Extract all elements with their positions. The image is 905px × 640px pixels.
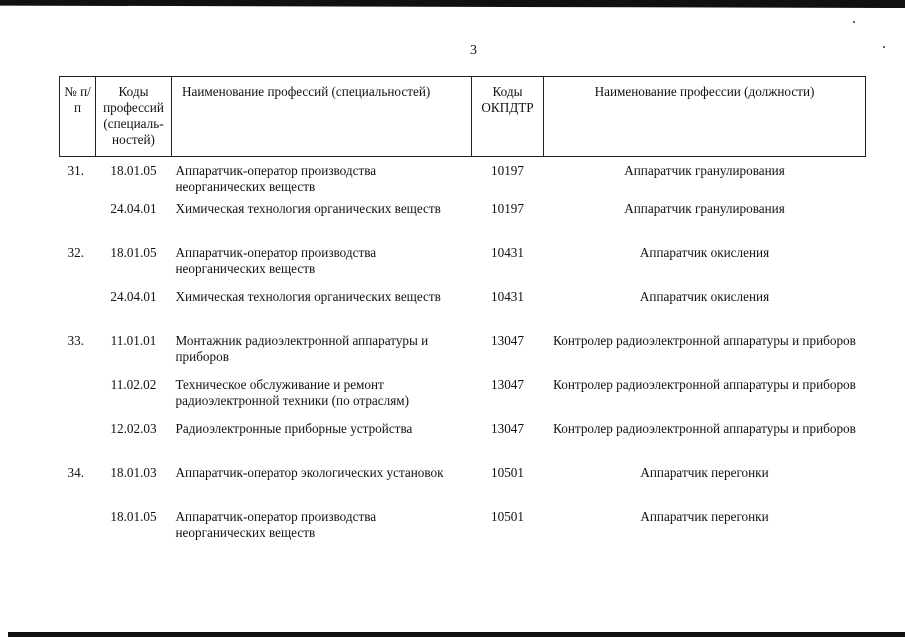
row-okpdtr: 10197: [491, 163, 524, 178]
row-position: Контролер радиоэлектронной аппаратуры и приборов: [553, 333, 856, 348]
table-row: [60, 289, 866, 333]
row-code: 24.04.01: [110, 289, 157, 304]
row-okpdtr: 13047: [491, 421, 524, 436]
row-position: Контролер радиоэлектронной аппаратуры и приборов: [553, 377, 856, 392]
row-code: 24.04.01: [110, 201, 157, 216]
table-row: [60, 201, 866, 245]
table-row: [60, 377, 866, 421]
scan-speck: [883, 46, 885, 48]
row-position: Аппаратчик перегонки: [640, 465, 769, 480]
row-okpdtr: 10501: [491, 509, 524, 524]
row-code: 18.01.03: [110, 465, 157, 480]
row-okpdtr: 13047: [491, 333, 524, 348]
table-row: [60, 157, 866, 202]
row-code: 18.01.05: [110, 163, 157, 178]
row-num: 34.: [67, 465, 84, 480]
row-okpdtr: 10431: [491, 245, 524, 260]
row-okpdtr: 10501: [491, 465, 524, 480]
row-num: [60, 289, 96, 333]
header-position: Наименование профессии (должности): [544, 77, 866, 157]
header-codes: Коды профессий (специаль-ностей): [96, 77, 172, 157]
row-okpdtr: 10431: [491, 289, 524, 304]
row-num: [60, 421, 96, 465]
row-code: 11.01.01: [110, 333, 157, 348]
row-num: 31.: [67, 163, 84, 178]
row-num: [60, 377, 96, 421]
row-position: Аппаратчик гранулирования: [624, 201, 785, 216]
row-num: [60, 509, 96, 553]
table-header: [60, 77, 866, 157]
page-number: 3: [470, 43, 477, 58]
scan-edge-bottom: [8, 632, 905, 637]
table-row: [60, 333, 866, 377]
row-name: Аппаратчик-оператор экологических установок: [175, 465, 444, 480]
table-row: [60, 421, 866, 465]
header-okpdtr: Коды ОКПДТР: [472, 77, 544, 157]
row-position: Контролер радиоэлектронной аппаратуры и приборов: [553, 421, 856, 436]
row-code: 12.02.03: [110, 421, 157, 436]
table-row: [60, 509, 866, 553]
row-code: 18.01.05: [110, 509, 157, 524]
row-position: Аппаратчик гранулирования: [624, 163, 785, 178]
row-code: 11.02.02: [110, 377, 157, 392]
row-name: Аппаратчик-оператор производства неорганических веществ: [175, 509, 377, 540]
professions-table: [59, 76, 866, 553]
row-num: 33.: [67, 333, 84, 348]
header-num: № п/п: [60, 77, 96, 157]
row-name: Химическая технология органических веществ: [175, 201, 441, 216]
row-num: [60, 201, 96, 245]
table-row: [60, 465, 866, 509]
header-name: Наименование профессий (специальностей): [172, 77, 472, 157]
row-position: Аппаратчик окисления: [639, 245, 770, 260]
row-okpdtr: 10197: [491, 201, 524, 216]
row-name: Техническое обслуживание и ремонт радиоэлектронной техники (по отраслям): [175, 377, 410, 408]
row-okpdtr: 13047: [491, 377, 524, 392]
row-name: Радиоэлектронные приборные устройства: [175, 421, 413, 436]
row-num: 32.: [67, 245, 84, 260]
row-code: 18.01.05: [110, 245, 157, 260]
scan-speck: [853, 21, 855, 23]
row-name: Аппаратчик-оператор производства неорганических веществ: [175, 245, 377, 276]
table-body: [60, 157, 866, 554]
table-row: [60, 245, 866, 289]
scan-edge-top: [0, 0, 905, 8]
row-position: Аппаратчик перегонки: [640, 509, 769, 524]
row-position: Аппаратчик окисления: [639, 289, 770, 304]
row-name: Химическая технология органических веществ: [175, 289, 441, 304]
row-name: Аппаратчик-оператор производства неорганических веществ: [175, 163, 377, 194]
row-name: Монтажник радиоэлектронной аппаратуры и приборов: [175, 333, 429, 364]
